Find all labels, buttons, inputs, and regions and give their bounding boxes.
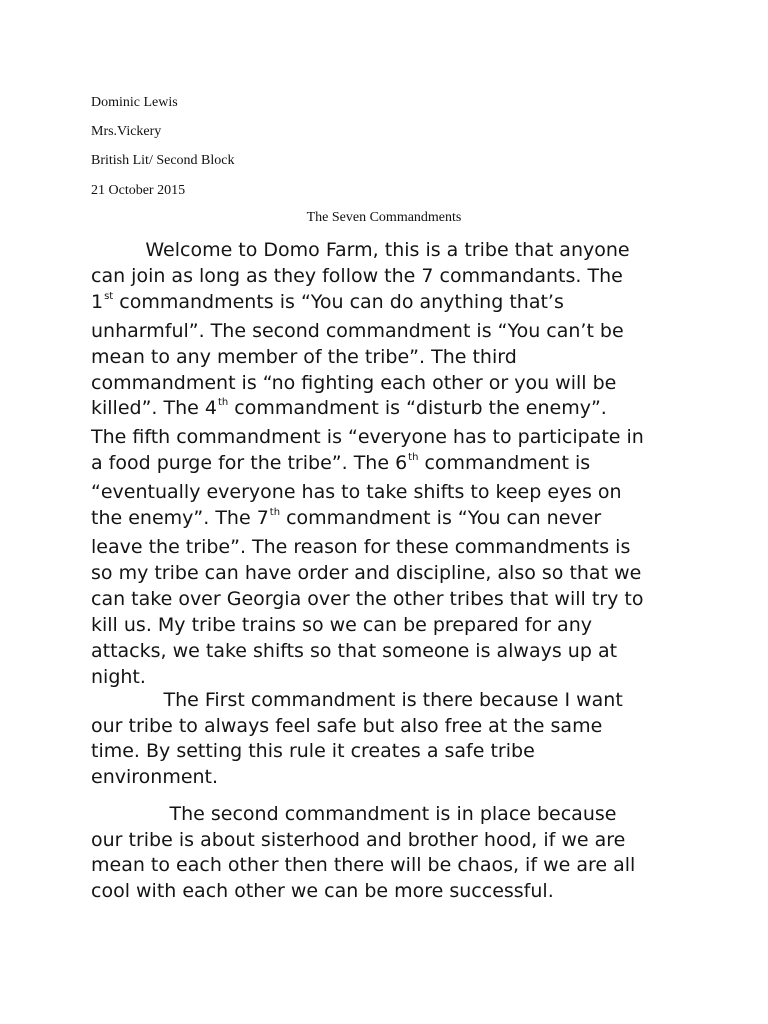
paragraph-line [91, 587, 691, 613]
line-text: mean to any member of the tribe”. The third [91, 345, 517, 368]
line-text: killed”. The 4 [91, 397, 217, 420]
ordinal-suffix: st [104, 290, 114, 302]
line-text: the enemy”. The 7 [91, 507, 269, 530]
line-text: commandment is “no fighting each other or you will be [91, 371, 617, 394]
paragraph-line [91, 290, 691, 319]
line-text: commandment is [418, 452, 591, 475]
author-name: Dominic Lewis [91, 95, 178, 110]
paragraph-line [91, 853, 691, 879]
line-text: 1 [91, 290, 104, 313]
line-text: cool with each other we can be more successful. [91, 879, 554, 902]
ordinal-suffix: th [217, 397, 229, 409]
paragraph-line [91, 802, 691, 828]
line-text: The First commandment is there because I want [91, 689, 623, 711]
line-text: a food purge for the tribe”. The 6 [91, 452, 408, 475]
line-text: night. [91, 665, 146, 688]
essay-title: The Seven Commandments [306, 210, 462, 225]
paragraph-line [91, 480, 691, 506]
essay-date: 21 October 2015 [91, 183, 186, 198]
line-text: time. By setting this rule it creates a safe tribe [91, 740, 535, 762]
body-paragraph [91, 238, 691, 690]
line-text: attacks, we take shifts so that someone is always up at [91, 639, 618, 662]
paragraph-line [91, 688, 691, 714]
paragraph-line [91, 535, 691, 561]
paragraph-line [91, 739, 691, 765]
teacher-name: Mrs.Vickery [91, 124, 162, 139]
line-text: can take over Georgia over the other tribes that will try to [91, 587, 644, 610]
paragraph-line [91, 264, 691, 290]
body-paragraph [91, 688, 691, 790]
line-text: kill us. My tribe trains so we can be prepared for any [91, 613, 592, 636]
line-text: Welcome to Domo Farm, this is a tribe that anyone [91, 239, 630, 261]
line-text: leave the tribe”. The reason for these commandments is [91, 535, 631, 558]
paragraph-line [91, 371, 691, 397]
line-text: commandment is “disturb the enemy”. [228, 397, 607, 420]
line-text: mean to each other then there will be chaos, if we are all [91, 854, 636, 876]
paragraph-line [91, 828, 691, 854]
paragraph-line [91, 451, 691, 480]
paragraph-line [91, 319, 691, 345]
line-text: The second commandment is in place because [91, 803, 617, 825]
line-text: our tribe to always feel safe but also free at the same [91, 714, 603, 737]
line-text: commandments is “You can do anything that’s [113, 290, 564, 313]
paragraph-line [91, 765, 691, 791]
paragraph-line [91, 561, 691, 587]
line-text: “eventually everyone has to take shifts to keep eyes on [91, 481, 622, 504]
line-text: unharmful”. The second commandment is “You can’t be [91, 319, 624, 342]
paragraph-line [91, 639, 691, 665]
paragraph-line [91, 425, 691, 451]
paragraph-line [91, 396, 691, 425]
paragraph-line [91, 714, 691, 740]
ordinal-suffix: th [269, 507, 281, 519]
line-text: so my tribe can have order and discipline, also so that we [91, 561, 642, 584]
paragraph-line [91, 879, 691, 905]
course-name: British Lit/ Second Block [91, 153, 235, 168]
paragraph-line [91, 345, 691, 371]
line-text: can join as long as they follow the 7 commandants. The [91, 264, 623, 287]
paragraph-line [91, 238, 691, 264]
body-paragraph [91, 802, 691, 904]
paragraph-line [91, 613, 691, 639]
line-text: environment. [91, 765, 219, 788]
paragraph-line [91, 506, 691, 535]
paragraph-line [91, 665, 691, 691]
ordinal-suffix: th [408, 452, 419, 464]
line-text: our tribe is about sisterhood and brother hood, if we are [91, 828, 626, 851]
line-text: The fifth commandment is “everyone has to participate in [91, 426, 644, 449]
line-text: commandment is “You can never [280, 507, 602, 530]
